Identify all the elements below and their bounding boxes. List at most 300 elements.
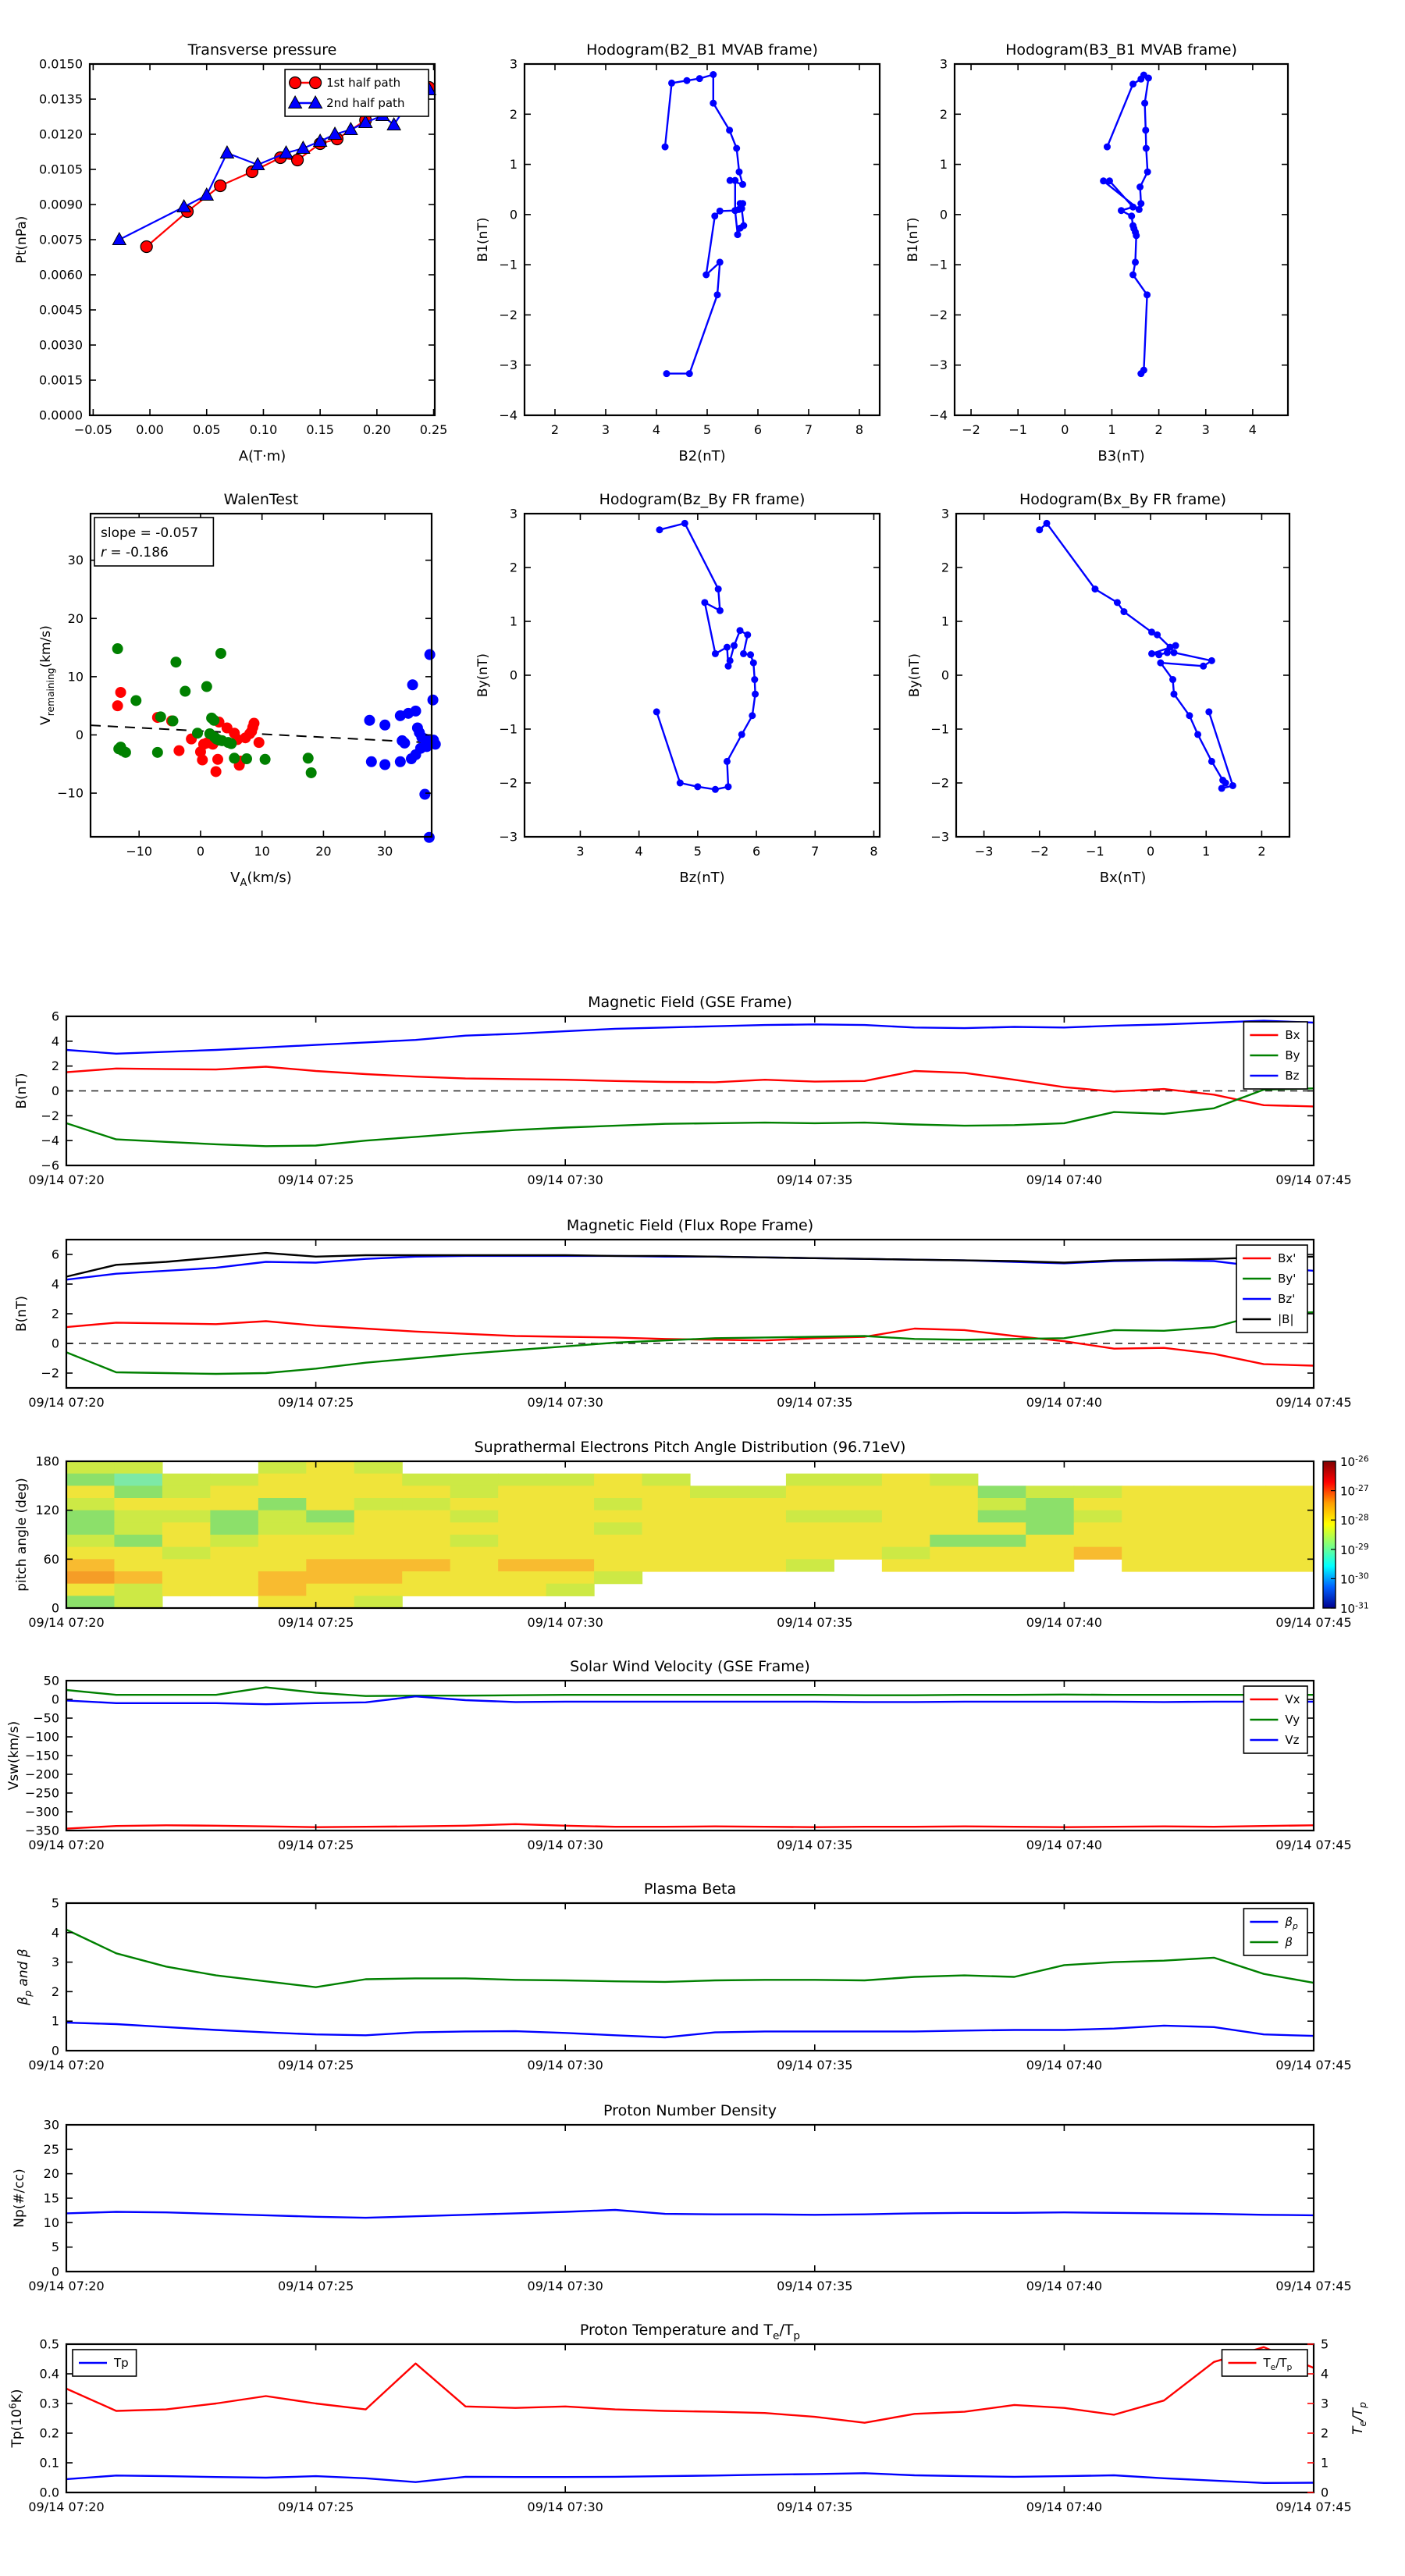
heatmap-cell xyxy=(1218,1485,1266,1498)
y-tick-label: 4 xyxy=(51,1925,59,1941)
heatmap-cell xyxy=(450,1510,499,1523)
heatmap-cell xyxy=(546,1498,595,1510)
y-tick-label: 0 xyxy=(75,727,84,742)
x-tick-label: 09/14 07:45 xyxy=(1275,1615,1352,1630)
x-tick-label: 09/14 07:40 xyxy=(1026,2279,1103,2293)
data-point xyxy=(406,753,417,764)
legend-item-label: By xyxy=(1285,1048,1300,1062)
heatmap-cell xyxy=(546,1571,595,1584)
series-line xyxy=(66,2210,1314,2218)
plot-frame xyxy=(66,1240,1314,1388)
plot-frame xyxy=(956,514,1289,837)
heatmap-cell xyxy=(834,1498,882,1510)
legend-item-label: 2nd half path xyxy=(326,96,405,110)
heatmap-cell xyxy=(1026,1485,1074,1498)
data-point xyxy=(724,644,731,651)
heatmap-cell xyxy=(354,1571,403,1584)
heatmap-cell xyxy=(258,1535,307,1547)
heatmap-cell xyxy=(738,1535,786,1547)
series-line xyxy=(66,1824,1314,1829)
series-p xyxy=(66,2023,1314,2037)
y-tick-label: −300 xyxy=(25,1804,59,1820)
x-axis-label: A(T·m) xyxy=(238,448,286,464)
heatmap-cell xyxy=(66,1547,115,1560)
x-tick-label: 0.15 xyxy=(306,422,334,437)
heatmap-cell xyxy=(306,1535,354,1547)
chart-plasma-beta xyxy=(16,1880,1352,2073)
x-tick-label: 09/14 07:35 xyxy=(777,1172,853,1187)
y-tick-label: −150 xyxy=(25,1748,59,1763)
y-tick-label: 4 xyxy=(51,1276,59,1292)
heatmap-cell xyxy=(306,1498,354,1510)
data-point xyxy=(208,715,219,726)
y-tick-label: 2 xyxy=(51,1306,59,1322)
y-tick-label: 5 xyxy=(51,2240,59,2255)
heatmap-cell xyxy=(210,1535,258,1547)
heatmap-cell xyxy=(498,1474,546,1486)
heatmap-cell xyxy=(1266,1535,1314,1547)
heatmap-cell xyxy=(738,1559,786,1571)
colorbar-label: $10^{-26}$ xyxy=(1340,1453,1369,1469)
y-tick-label: 1 xyxy=(941,614,949,629)
series-line xyxy=(66,1322,1314,1366)
data-point xyxy=(1148,650,1155,657)
data-point xyxy=(292,155,304,166)
data-point xyxy=(244,728,255,739)
data-point xyxy=(1172,642,1179,649)
heatmap-cell xyxy=(1218,1522,1266,1535)
heatmap-cell xyxy=(642,1498,691,1510)
y-tick-label: 0.2 xyxy=(39,2425,59,2441)
heatmap-cell xyxy=(882,1474,930,1486)
y-tick-label: 3 xyxy=(939,56,948,72)
heatmap-cell xyxy=(738,1547,786,1560)
y-tick-label: 0 xyxy=(509,667,518,683)
heatmap-cell xyxy=(1074,1535,1122,1547)
chart-hodogram-b2-b1 xyxy=(475,41,880,464)
data-point xyxy=(702,272,710,279)
y-tick-label: 60 xyxy=(43,1551,59,1567)
y-tick-label: 20 xyxy=(43,2166,59,2182)
series-bluepoints xyxy=(364,649,440,843)
chart-title: Magnetic Field (GSE Frame) xyxy=(588,994,792,1011)
data-point xyxy=(1128,212,1135,219)
plot-frame xyxy=(955,64,1288,415)
heatmap-cell xyxy=(642,1485,691,1498)
heatmap-cell xyxy=(1218,1535,1266,1547)
y-tick-label: −2 xyxy=(499,307,518,322)
data-point xyxy=(152,747,163,758)
annotation-line: r = -0.186 xyxy=(101,545,169,560)
heatmap-cell xyxy=(546,1547,595,1560)
heatmap-cell xyxy=(1122,1547,1170,1560)
legend xyxy=(1222,2350,1308,2376)
data-point xyxy=(740,650,747,657)
heatmap-cell xyxy=(114,1547,162,1560)
heatmap-cell xyxy=(978,1510,1026,1523)
heatmap-cell xyxy=(594,1510,642,1523)
x-tick-label: 8 xyxy=(855,422,864,437)
heatmap-cell xyxy=(450,1535,499,1547)
heatmap-cell xyxy=(354,1584,403,1596)
data-point xyxy=(731,642,738,649)
y-tick-label: 0 xyxy=(939,207,948,222)
y-tick-label: 0.0060 xyxy=(39,267,83,283)
heatmap xyxy=(66,1461,1314,1609)
y-tick-label: 120 xyxy=(35,1503,59,1518)
y-tick-label: −350 xyxy=(25,1823,59,1838)
legend xyxy=(1243,1686,1307,1753)
legend xyxy=(1243,1022,1307,1089)
heatmap-cell xyxy=(546,1535,595,1547)
series-line xyxy=(66,2473,1314,2483)
heatmap-cell xyxy=(738,1485,786,1498)
y-tick-label: 1 xyxy=(939,157,948,173)
data-point xyxy=(303,753,314,763)
heatmap-cell xyxy=(498,1571,546,1584)
heatmap-cell xyxy=(210,1522,258,1535)
heatmap-cell xyxy=(306,1461,354,1474)
heatmap-cell xyxy=(1122,1535,1170,1547)
chart-title: Magnetic Field (Flux Rope Frame) xyxy=(566,1217,814,1234)
heatmap-cell xyxy=(450,1485,499,1498)
colorbar-label: $10^{-31}$ xyxy=(1340,1600,1369,1616)
heatmap-cell xyxy=(402,1584,450,1596)
heatmap-cell xyxy=(354,1510,403,1523)
y-tick-label: 5 xyxy=(51,1895,59,1911)
series-line xyxy=(66,2347,1314,2423)
heatmap-cell xyxy=(738,1522,786,1535)
series-B3B1 xyxy=(1100,72,1152,378)
data-point xyxy=(1164,649,1171,656)
legend xyxy=(1243,1909,1307,1955)
x-tick-label: 09/14 07:25 xyxy=(277,2058,354,2073)
chart-title: Hodogram(B2_B1 MVAB frame) xyxy=(586,41,818,59)
legend-item-label: Vx xyxy=(1285,1692,1300,1706)
heatmap-cell xyxy=(306,1485,354,1498)
x-tick-label: 0.25 xyxy=(419,422,448,437)
heatmap-cell xyxy=(258,1584,307,1596)
heatmap-cell xyxy=(498,1522,546,1535)
heatmap-cell xyxy=(66,1535,115,1547)
y-tick-label: −6 xyxy=(41,1158,59,1173)
heatmap-cell xyxy=(546,1474,595,1486)
x-tick-label: 09/14 07:35 xyxy=(777,2058,853,2073)
y-axis-label: $\beta_p$ and β xyxy=(16,1948,34,2005)
x-tick-label: 09/14 07:25 xyxy=(277,1172,354,1187)
data-point xyxy=(662,144,669,151)
x-axis-label: B3(nT) xyxy=(1097,448,1145,464)
data-point xyxy=(155,711,166,722)
y-tick-label: −1 xyxy=(499,721,518,737)
series-Vy xyxy=(66,1688,1314,1696)
data-point xyxy=(260,754,271,765)
heatmap-cell xyxy=(690,1510,738,1523)
x-tick-label: 0.05 xyxy=(192,422,221,437)
series-line xyxy=(66,1088,1314,1146)
data-point xyxy=(1205,708,1212,715)
data-point xyxy=(656,526,663,533)
data-point xyxy=(1044,520,1051,527)
data-point xyxy=(1114,599,1121,606)
data-point xyxy=(215,648,226,659)
heatmap-cell xyxy=(786,1559,834,1571)
y-tick-label: 0 xyxy=(51,1692,59,1707)
heatmap-cell xyxy=(162,1485,211,1498)
heatmap-cell xyxy=(450,1547,499,1560)
heatmap-cell xyxy=(1170,1485,1218,1498)
heatmap-cell xyxy=(690,1547,738,1560)
heatmap-cell xyxy=(498,1485,546,1498)
data-point xyxy=(1157,660,1164,667)
data-point xyxy=(1137,200,1144,207)
x-tick-label: 09/14 07:35 xyxy=(777,1615,853,1630)
data-point xyxy=(750,660,757,667)
data-point xyxy=(724,783,731,790)
heatmap-cell xyxy=(402,1498,450,1510)
y-tick-label: 20 xyxy=(67,610,84,626)
data-point xyxy=(1144,169,1151,176)
x-tick-label: 09/14 07:25 xyxy=(277,2500,354,2514)
heatmap-cell xyxy=(1266,1485,1314,1498)
heatmap-cell xyxy=(1122,1522,1170,1535)
data-point xyxy=(1036,526,1043,533)
chart-title: Solar Wind Velocity (GSE Frame) xyxy=(570,1658,810,1675)
heatmap-cell xyxy=(114,1571,162,1584)
heatmap-cell xyxy=(1266,1522,1314,1535)
heatmap-cell xyxy=(546,1584,595,1596)
heatmap-cell xyxy=(306,1474,354,1486)
data-point xyxy=(201,681,212,692)
y-axis-label: Np(#/cc) xyxy=(12,2169,27,2228)
heatmap-cell xyxy=(690,1522,738,1535)
data-point xyxy=(1133,232,1140,239)
heatmap-cell xyxy=(834,1474,882,1486)
y-tick-label: −3 xyxy=(929,358,948,373)
heatmap-cell xyxy=(978,1535,1026,1547)
y-tick-label: 0.1 xyxy=(39,2455,59,2471)
data-point xyxy=(197,755,208,766)
data-point xyxy=(1144,291,1151,298)
heatmap-cell xyxy=(66,1584,115,1596)
legend-item-label: |B| xyxy=(1278,1312,1294,1326)
heatmap-cell xyxy=(642,1510,691,1523)
y-tick-label: −10 xyxy=(57,785,84,801)
heatmap-cell xyxy=(402,1571,450,1584)
heatmap-cell xyxy=(354,1461,403,1474)
data-point xyxy=(1106,177,1113,184)
y-tick-label: 0.5 xyxy=(39,2336,59,2352)
y-tick-label: 10 xyxy=(43,2215,59,2230)
x-tick-label: 09/14 07:25 xyxy=(277,1838,354,1852)
x-tick-label: 5 xyxy=(702,422,712,437)
data-point xyxy=(1169,676,1176,683)
chart-transverse-pressure xyxy=(14,41,447,464)
data-point xyxy=(749,712,756,719)
heatmap-cell xyxy=(162,1498,211,1510)
heatmap-cell xyxy=(690,1485,738,1498)
x-tick-label: 09/14 07:30 xyxy=(527,1172,603,1187)
data-point xyxy=(715,585,722,592)
y-tick-label: 0 xyxy=(51,1083,59,1098)
heatmap-cell xyxy=(594,1474,642,1486)
data-point xyxy=(733,145,740,152)
x-tick-label: 1 xyxy=(1202,844,1211,859)
data-point xyxy=(696,75,703,82)
heatmap-cell xyxy=(450,1584,499,1596)
y-axis-label: $V_{remaining}(km/s)$ xyxy=(38,625,56,725)
data-point xyxy=(215,180,226,192)
heatmap-cell xyxy=(546,1510,595,1523)
y-tick-label: 0.0 xyxy=(39,2485,59,2500)
y-tick-label: 30 xyxy=(67,553,84,568)
y-tick-label: 1 xyxy=(509,614,518,629)
chart-title: Proton Number Density xyxy=(603,2102,777,2119)
heatmap-cell xyxy=(1026,1498,1074,1510)
y2-tick-label: 4 xyxy=(1321,2366,1329,2382)
heatmap-cell xyxy=(258,1559,307,1571)
heatmap-cell xyxy=(882,1522,930,1535)
y-tick-label: 0.0045 xyxy=(39,302,83,318)
x-tick-label: 4 xyxy=(1248,422,1257,437)
series-By xyxy=(66,1088,1314,1146)
data-point xyxy=(735,169,742,176)
data-point xyxy=(1200,663,1207,670)
series-line xyxy=(66,1688,1314,1696)
x-tick-label: 09/14 07:45 xyxy=(1275,1395,1352,1410)
data-point xyxy=(1129,80,1136,87)
heatmap-cell xyxy=(66,1510,115,1523)
colorbar-label: $10^{-27}$ xyxy=(1340,1482,1369,1499)
legend-item-label: $\beta_p$ xyxy=(1285,1915,1298,1932)
data-point xyxy=(726,126,733,133)
heatmap-cell xyxy=(1266,1510,1314,1523)
colorbar xyxy=(1323,1461,1336,1608)
heatmap-cell xyxy=(546,1522,595,1535)
data-point xyxy=(419,789,430,800)
y-tick-label: 0.0120 xyxy=(39,126,83,142)
x-tick-label: 09/14 07:20 xyxy=(28,2058,105,2073)
heatmap-cell xyxy=(1074,1522,1122,1535)
data-point xyxy=(220,146,233,158)
series-B2B1 xyxy=(662,71,748,377)
x-tick-label: 09/14 07:40 xyxy=(1026,1172,1103,1187)
x-axis-label: Bx(nT) xyxy=(1099,870,1147,886)
data-point xyxy=(1155,651,1162,658)
y-axis-label: Vsw(km/s) xyxy=(6,1720,22,1791)
chart-title: Hodogram(B3_B1 MVAB frame) xyxy=(1005,41,1237,59)
series-line xyxy=(1040,523,1233,788)
x-tick-label: 0.10 xyxy=(249,422,278,437)
data-point xyxy=(173,745,184,756)
heatmap-cell xyxy=(594,1498,642,1510)
heatmap-cell xyxy=(690,1498,738,1510)
heatmap-cell xyxy=(882,1485,930,1498)
y-tick-label: 0.0135 xyxy=(39,91,83,107)
y-tick-label: 0.3 xyxy=(39,2396,59,2411)
y-tick-label: −4 xyxy=(41,1133,59,1148)
y-tick-label: 0.0090 xyxy=(39,197,83,212)
heatmap-cell xyxy=(306,1584,354,1596)
series-Tp xyxy=(66,2473,1314,2483)
chart-b-gse xyxy=(14,994,1352,1187)
heatmap-cell xyxy=(642,1535,691,1547)
data-point xyxy=(411,706,422,717)
heatmap-cell xyxy=(210,1559,258,1571)
x-tick-label: −10 xyxy=(126,844,153,859)
heatmap-cell xyxy=(162,1547,211,1560)
data-point xyxy=(739,181,746,188)
heatmap-cell xyxy=(354,1559,403,1571)
y2-tick-label: 1 xyxy=(1321,2455,1329,2471)
data-point xyxy=(140,241,152,253)
heatmap-cell xyxy=(1170,1535,1218,1547)
data-point xyxy=(1170,649,1177,656)
legend-item-label: Bz' xyxy=(1278,1292,1296,1306)
heatmap-cell xyxy=(306,1571,354,1584)
heatmap-cell xyxy=(1218,1559,1266,1571)
x-tick-label: 09/14 07:35 xyxy=(777,1395,853,1410)
chart-hodogram-bz-by xyxy=(475,491,880,886)
data-point xyxy=(1142,126,1149,133)
data-point xyxy=(297,141,310,154)
y-tick-label: 2 xyxy=(51,1059,59,1074)
heatmap-cell xyxy=(162,1510,211,1523)
series-BzBy xyxy=(653,520,759,793)
heatmap-cell xyxy=(114,1498,162,1510)
plot-frame xyxy=(66,2344,1314,2492)
heatmap-cell xyxy=(594,1559,642,1571)
series-Vx xyxy=(66,1824,1314,1829)
data-point xyxy=(751,676,758,683)
x-tick-label: 09/14 07:30 xyxy=(527,1395,603,1410)
y-tick-label: 3 xyxy=(941,506,949,521)
data-point xyxy=(717,607,724,614)
heatmap-cell xyxy=(66,1498,115,1510)
data-point xyxy=(112,233,126,245)
x-axis-label: Bz(nT) xyxy=(679,870,725,886)
heatmap-cell xyxy=(258,1522,307,1535)
series-line xyxy=(66,1067,1314,1107)
plot-frame xyxy=(525,64,880,415)
y-tick-label: 0.0000 xyxy=(39,407,83,423)
y-tick-label: −2 xyxy=(499,775,518,791)
x-tick-label: 09/14 07:25 xyxy=(277,2279,354,2293)
data-point xyxy=(366,756,377,767)
data-point xyxy=(711,212,718,219)
y-tick-label: −4 xyxy=(499,407,518,423)
heatmap-cell xyxy=(1218,1510,1266,1523)
data-point xyxy=(684,77,691,84)
heatmap-cell xyxy=(498,1559,546,1571)
data-point xyxy=(399,738,410,749)
data-point xyxy=(116,687,126,698)
heatmap-cell xyxy=(402,1510,450,1523)
series-line xyxy=(1104,75,1149,374)
y-tick-label: 2 xyxy=(509,560,518,575)
heatmap-cell xyxy=(1074,1547,1122,1560)
data-point xyxy=(737,225,744,232)
series-line xyxy=(66,1253,1314,1276)
y-tick-label: 0 xyxy=(51,1336,59,1351)
y-axis-label: B1(nT) xyxy=(475,217,491,262)
series-B xyxy=(66,1253,1314,1276)
data-point xyxy=(192,728,203,738)
x-tick-label: 4 xyxy=(652,422,661,437)
x-tick-label: 09/14 07:45 xyxy=(1275,2058,1352,2073)
y-tick-label: 30 xyxy=(43,2117,59,2133)
heatmap-cell xyxy=(402,1535,450,1547)
